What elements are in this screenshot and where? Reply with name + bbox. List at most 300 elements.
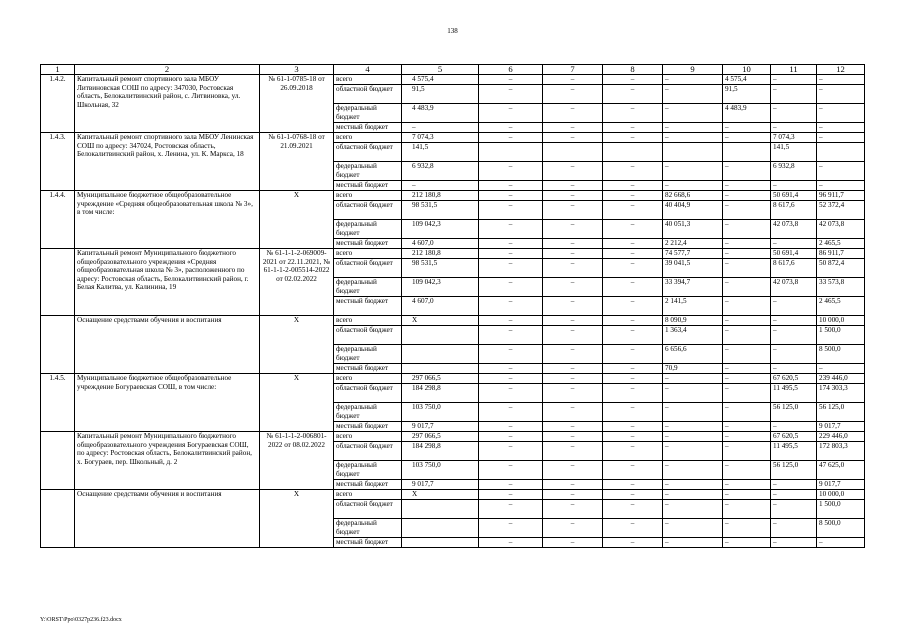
- amount-cell: –: [479, 220, 543, 239]
- amount-cell: –: [723, 538, 771, 548]
- amount-cell: –: [723, 384, 771, 403]
- item-number: [41, 490, 75, 548]
- table-row: [41, 75, 865, 85]
- amount-cell: –: [771, 326, 817, 345]
- funding-source: федеральный бюджет: [334, 162, 402, 181]
- amount-cell: 9 017,7: [817, 422, 865, 432]
- amount-cell: [402, 326, 479, 345]
- amount-cell: –: [723, 278, 771, 297]
- amount-cell: 8 617,6: [771, 201, 817, 220]
- item-name: Капитальный ремонт спортивного зала МБОУ Ленинская СОШ по адресу: 347024, Ростовская область, Белокалитвинский район, х. Ленина, ул. К. Маркса, 18: [75, 133, 260, 191]
- amount-cell: –: [479, 538, 543, 548]
- amount-cell: –: [663, 181, 723, 191]
- table-row: [41, 490, 865, 500]
- amount-cell: 91,5: [723, 85, 771, 104]
- funding-source: федеральный бюджет: [334, 345, 402, 364]
- amount-cell: [402, 345, 479, 364]
- amount-cell: –: [543, 297, 603, 316]
- amount-cell: 11 495,5: [771, 442, 817, 461]
- budget-table: [40, 64, 865, 548]
- item-number: 1.4.2.: [41, 75, 75, 133]
- amount-cell: –: [817, 123, 865, 133]
- amount-cell: –: [543, 181, 603, 191]
- amount-cell: –: [603, 326, 663, 345]
- amount-cell: [479, 143, 543, 162]
- funding-source: всего: [334, 75, 402, 85]
- funding-source: местный бюджет: [334, 123, 402, 133]
- amount-cell: –: [723, 432, 771, 442]
- amount-cell: –: [479, 297, 543, 316]
- amount-cell: 67 620,5: [771, 374, 817, 384]
- amount-cell: 2 212,4: [663, 239, 723, 249]
- amount-cell: –: [603, 133, 663, 143]
- amount-cell: –: [479, 500, 543, 519]
- amount-cell: 2 141,5: [663, 297, 723, 316]
- amount-cell: –: [663, 432, 723, 442]
- amount-cell: –: [479, 259, 543, 278]
- item-number: 1.4.3.: [41, 133, 75, 191]
- column-header: 12: [817, 65, 865, 75]
- amount-cell: –: [817, 104, 865, 123]
- amount-cell: [817, 143, 865, 162]
- item-name: Муниципальное бюджетное общеобразовательное учреждение «Средняя общеобразовательная школа № 3», в том числе:: [75, 191, 260, 249]
- table-row: [41, 374, 865, 384]
- document-file-path: Y:\ORST\Ppo\0327p236.f23.docx: [40, 617, 122, 623]
- budget-table-body: [41, 75, 865, 548]
- amount-cell: –: [543, 191, 603, 201]
- column-header: 11: [771, 65, 817, 75]
- amount-cell: 70,9: [663, 364, 723, 374]
- amount-cell: –: [603, 519, 663, 538]
- item-number: 1.4.5.: [41, 374, 75, 432]
- amount-cell: 40 404,9: [663, 201, 723, 220]
- column-header: 2: [75, 65, 260, 75]
- amount-cell: –: [543, 220, 603, 239]
- amount-cell: –: [543, 345, 603, 364]
- amount-cell: –: [771, 345, 817, 364]
- amount-cell: –: [479, 384, 543, 403]
- item-document: X: [260, 191, 334, 249]
- amount-cell: 229 446,0: [817, 432, 865, 442]
- item-number: [41, 316, 75, 374]
- amount-cell: 9 017,7: [402, 422, 479, 432]
- amount-cell: –: [723, 519, 771, 538]
- amount-cell: 33 394,7: [663, 278, 723, 297]
- amount-cell: –: [479, 364, 543, 374]
- amount-cell: –: [771, 85, 817, 104]
- amount-cell: –: [817, 85, 865, 104]
- amount-cell: 91,5: [402, 85, 479, 104]
- amount-cell: –: [663, 500, 723, 519]
- amount-cell: –: [479, 461, 543, 480]
- column-header: 1: [41, 65, 75, 75]
- amount-cell: –: [479, 345, 543, 364]
- amount-cell: 10 000,0: [817, 490, 865, 500]
- amount-cell: –: [603, 278, 663, 297]
- amount-cell: –: [817, 75, 865, 85]
- funding-source: областной бюджет: [334, 259, 402, 278]
- amount-cell: [402, 500, 479, 519]
- amount-cell: –: [543, 104, 603, 123]
- amount-cell: 67 620,5: [771, 432, 817, 442]
- amount-cell: –: [723, 345, 771, 364]
- amount-cell: –: [817, 162, 865, 181]
- amount-cell: –: [603, 490, 663, 500]
- item-number: [41, 432, 75, 490]
- amount-cell: –: [603, 384, 663, 403]
- amount-cell: –: [663, 538, 723, 548]
- amount-cell: –: [723, 239, 771, 249]
- item-document: № 61-1-0768-18 от 21.09.2021: [260, 133, 334, 191]
- amount-cell: 212 180,8: [402, 249, 479, 259]
- amount-cell: 50 691,4: [771, 191, 817, 201]
- column-header: 10: [723, 65, 771, 75]
- amount-cell: –: [543, 364, 603, 374]
- amount-cell: 8 500,0: [817, 345, 865, 364]
- amount-cell: –: [603, 104, 663, 123]
- amount-cell: –: [723, 123, 771, 133]
- amount-cell: –: [479, 133, 543, 143]
- amount-cell: –: [603, 220, 663, 239]
- amount-cell: 141,5: [402, 143, 479, 162]
- amount-cell: 9 017,7: [402, 480, 479, 490]
- amount-cell: –: [543, 403, 603, 422]
- funding-source: всего: [334, 133, 402, 143]
- amount-cell: 8 617,6: [771, 259, 817, 278]
- amount-cell: –: [603, 181, 663, 191]
- amount-cell: –: [479, 181, 543, 191]
- amount-cell: –: [603, 75, 663, 85]
- amount-cell: –: [771, 75, 817, 85]
- funding-source: всего: [334, 374, 402, 384]
- amount-cell: –: [479, 490, 543, 500]
- table-row: [41, 133, 865, 143]
- amount-cell: –: [771, 519, 817, 538]
- item-number: 1.4.4.: [41, 191, 75, 249]
- amount-cell: –: [723, 403, 771, 422]
- funding-source: федеральный бюджет: [334, 104, 402, 123]
- amount-cell: –: [543, 75, 603, 85]
- amount-cell: –: [663, 374, 723, 384]
- amount-cell: –: [723, 201, 771, 220]
- amount-cell: 4 575,4: [402, 75, 479, 85]
- amount-cell: –: [603, 345, 663, 364]
- table-row: [41, 191, 865, 201]
- amount-cell: –: [817, 181, 865, 191]
- amount-cell: 297 066,5: [402, 374, 479, 384]
- amount-cell: –: [479, 278, 543, 297]
- amount-cell: 239 446,0: [817, 374, 865, 384]
- funding-source: областной бюджет: [334, 143, 402, 162]
- amount-cell: –: [543, 490, 603, 500]
- amount-cell: –: [543, 461, 603, 480]
- amount-cell: 11 495,5: [771, 384, 817, 403]
- amount-cell: –: [771, 480, 817, 490]
- table-row: [41, 249, 865, 259]
- amount-cell: –: [603, 403, 663, 422]
- amount-cell: 4 483,9: [723, 104, 771, 123]
- amount-cell: –: [603, 364, 663, 374]
- amount-cell: 6 932,8: [402, 162, 479, 181]
- amount-cell: 172 803,3: [817, 442, 865, 461]
- funding-source: всего: [334, 316, 402, 326]
- amount-cell: X: [402, 490, 479, 500]
- funding-source: областной бюджет: [334, 326, 402, 345]
- amount-cell: 39 041,5: [663, 259, 723, 278]
- item-name: Муниципальное бюджетное общеобразовательное учреждение Богураевская СОШ, в том числе:: [75, 374, 260, 432]
- amount-cell: –: [723, 374, 771, 384]
- funding-source: всего: [334, 490, 402, 500]
- amount-cell: 4 483,9: [402, 104, 479, 123]
- funding-source: областной бюджет: [334, 384, 402, 403]
- amount-cell: –: [771, 490, 817, 500]
- item-document: X: [260, 316, 334, 374]
- amount-cell: –: [771, 538, 817, 548]
- amount-cell: 212 180,8: [402, 191, 479, 201]
- amount-cell: 1 500,0: [817, 326, 865, 345]
- funding-source: федеральный бюджет: [334, 403, 402, 422]
- table-row: [41, 432, 865, 442]
- amount-cell: –: [543, 249, 603, 259]
- amount-cell: 8 500,0: [817, 519, 865, 538]
- amount-cell: 52 372,4: [817, 201, 865, 220]
- amount-cell: –: [663, 519, 723, 538]
- amount-cell: –: [479, 432, 543, 442]
- amount-cell: –: [723, 220, 771, 239]
- amount-cell: –: [723, 480, 771, 490]
- amount-cell: 103 750,0: [402, 461, 479, 480]
- item-number: [41, 249, 75, 316]
- funding-source: федеральный бюджет: [334, 519, 402, 538]
- amount-cell: –: [663, 490, 723, 500]
- amount-cell: [402, 538, 479, 548]
- amount-cell: 297 066,5: [402, 432, 479, 442]
- amount-cell: –: [543, 239, 603, 249]
- amount-cell: –: [479, 123, 543, 133]
- amount-cell: 7 074,3: [771, 133, 817, 143]
- amount-cell: 2 465,5: [817, 239, 865, 249]
- amount-cell: –: [543, 519, 603, 538]
- amount-cell: –: [771, 316, 817, 326]
- amount-cell: –: [543, 85, 603, 104]
- amount-cell: –: [543, 374, 603, 384]
- funding-source: местный бюджет: [334, 538, 402, 548]
- amount-cell: –: [817, 538, 865, 548]
- amount-cell: 109 042,3: [402, 220, 479, 239]
- amount-cell: –: [771, 123, 817, 133]
- amount-cell: 42 073,8: [817, 220, 865, 239]
- column-header: 9: [663, 65, 723, 75]
- amount-cell: –: [771, 364, 817, 374]
- amount-cell: –: [479, 480, 543, 490]
- column-header: 6: [479, 65, 543, 75]
- amount-cell: 98 531,5: [402, 201, 479, 220]
- amount-cell: –: [479, 519, 543, 538]
- amount-cell: –: [663, 461, 723, 480]
- item-document: № 61-1-0785-18 от 26.09.2018: [260, 75, 334, 133]
- amount-cell: –: [543, 432, 603, 442]
- amount-cell: –: [543, 259, 603, 278]
- amount-cell: 6 932,8: [771, 162, 817, 181]
- amount-cell: –: [723, 249, 771, 259]
- column-header: 5: [402, 65, 479, 75]
- amount-cell: –: [543, 480, 603, 490]
- amount-cell: –: [479, 442, 543, 461]
- amount-cell: –: [543, 278, 603, 297]
- amount-cell: 1 500,0: [817, 500, 865, 519]
- amount-cell: –: [402, 181, 479, 191]
- amount-cell: 7 074,3: [402, 133, 479, 143]
- column-header: 3: [260, 65, 334, 75]
- item-document: № 61-1-1-2-069009-2021 от 22.11.2021, № 61-1-1-2-005514-2022 от 02.02.2022: [260, 249, 334, 316]
- funding-source: местный бюджет: [334, 364, 402, 374]
- item-document: № 61-1-1-2-006801-2022 от 08.02.2022: [260, 432, 334, 490]
- amount-cell: –: [663, 123, 723, 133]
- amount-cell: –: [543, 500, 603, 519]
- amount-cell: –: [817, 133, 865, 143]
- amount-cell: –: [603, 374, 663, 384]
- amount-cell: –: [723, 162, 771, 181]
- amount-cell: –: [723, 181, 771, 191]
- amount-cell: –: [479, 85, 543, 104]
- amount-cell: –: [402, 123, 479, 133]
- amount-cell: –: [479, 316, 543, 326]
- amount-cell: –: [603, 297, 663, 316]
- funding-source: федеральный бюджет: [334, 278, 402, 297]
- amount-cell: –: [663, 75, 723, 85]
- amount-cell: –: [723, 326, 771, 345]
- amount-cell: 40 051,3: [663, 220, 723, 239]
- item-name: Капитальный ремонт Муниципального бюджетного общеобразовательного учреждения «Средняя общеобразовательная школа № 3», расположенного по адресу: Ростовская область, Белокалитвинский район, г. Белая Калитва, ул. Калинина, 19: [75, 249, 260, 316]
- funding-source: федеральный бюджет: [334, 220, 402, 239]
- item-document: X: [260, 374, 334, 432]
- amount-cell: 109 042,3: [402, 278, 479, 297]
- amount-cell: –: [663, 85, 723, 104]
- amount-cell: –: [603, 239, 663, 249]
- funding-source: местный бюджет: [334, 480, 402, 490]
- funding-source: местный бюджет: [334, 181, 402, 191]
- amount-cell: –: [479, 403, 543, 422]
- amount-cell: –: [543, 442, 603, 461]
- amount-cell: –: [603, 201, 663, 220]
- amount-cell: –: [771, 181, 817, 191]
- amount-cell: 184 298,8: [402, 442, 479, 461]
- amount-cell: –: [543, 162, 603, 181]
- page-number: 138: [447, 27, 458, 35]
- amount-cell: –: [723, 191, 771, 201]
- amount-cell: –: [603, 442, 663, 461]
- amount-cell: –: [603, 191, 663, 201]
- amount-cell: –: [723, 461, 771, 480]
- amount-cell: –: [771, 500, 817, 519]
- item-name: Капитальный ремонт Муниципального бюджетного общеобразовательного учреждения Богураевская СОШ, по адресу: Ростовская область, Белокалитвинский район, х. Богураев, пер. Школьный, д. 2: [75, 432, 260, 490]
- amount-cell: –: [723, 297, 771, 316]
- funding-source: всего: [334, 249, 402, 259]
- amount-cell: –: [543, 133, 603, 143]
- amount-cell: –: [663, 403, 723, 422]
- amount-cell: 174 303,3: [817, 384, 865, 403]
- amount-cell: –: [603, 162, 663, 181]
- amount-cell: –: [723, 133, 771, 143]
- amount-cell: –: [479, 249, 543, 259]
- funding-source: местный бюджет: [334, 297, 402, 316]
- amount-cell: 6 656,6: [663, 345, 723, 364]
- column-number-row: [41, 65, 865, 75]
- amount-cell: 56 125,0: [771, 461, 817, 480]
- column-header: 4: [334, 65, 402, 75]
- funding-source: всего: [334, 432, 402, 442]
- amount-cell: 50 691,4: [771, 249, 817, 259]
- amount-cell: –: [603, 123, 663, 133]
- amount-cell: –: [543, 316, 603, 326]
- amount-cell: –: [723, 364, 771, 374]
- amount-cell: –: [723, 316, 771, 326]
- amount-cell: 42 073,8: [771, 220, 817, 239]
- amount-cell: –: [603, 249, 663, 259]
- amount-cell: –: [663, 133, 723, 143]
- amount-cell: [543, 143, 603, 162]
- amount-cell: –: [771, 104, 817, 123]
- amount-cell: –: [603, 538, 663, 548]
- item-document: X: [260, 490, 334, 548]
- amount-cell: 86 911,7: [817, 249, 865, 259]
- amount-cell: –: [663, 442, 723, 461]
- amount-cell: –: [663, 104, 723, 123]
- amount-cell: [603, 143, 663, 162]
- amount-cell: 10 000,0: [817, 316, 865, 326]
- amount-cell: –: [663, 422, 723, 432]
- amount-cell: –: [723, 500, 771, 519]
- amount-cell: 103 750,0: [402, 403, 479, 422]
- amount-cell: –: [479, 75, 543, 85]
- amount-cell: 74 577,7: [663, 249, 723, 259]
- amount-cell: –: [479, 326, 543, 345]
- amount-cell: X: [402, 316, 479, 326]
- amount-cell: –: [771, 239, 817, 249]
- amount-cell: –: [603, 85, 663, 104]
- amount-cell: –: [723, 442, 771, 461]
- amount-cell: –: [663, 162, 723, 181]
- amount-cell: 98 531,5: [402, 259, 479, 278]
- amount-cell: [663, 143, 723, 162]
- amount-cell: 4 607,0: [402, 297, 479, 316]
- funding-source: федеральный бюджет: [334, 461, 402, 480]
- amount-cell: 4 575,4: [723, 75, 771, 85]
- funding-source: местный бюджет: [334, 422, 402, 432]
- item-name: Оснащение средствами обучения и воспитания: [75, 316, 260, 374]
- amount-cell: –: [543, 201, 603, 220]
- amount-cell: –: [543, 384, 603, 403]
- funding-source: областной бюджет: [334, 442, 402, 461]
- amount-cell: [402, 364, 479, 374]
- amount-cell: –: [543, 123, 603, 133]
- funding-source: всего: [334, 191, 402, 201]
- amount-cell: [402, 519, 479, 538]
- amount-cell: 141,5: [771, 143, 817, 162]
- amount-cell: –: [603, 480, 663, 490]
- amount-cell: –: [603, 422, 663, 432]
- item-name: Капитальный ремонт спортивного зала МБОУ Литвиновская СОШ по адресу: 347030, Ростовская область, Белокалитвинский район, с. Литвиновка, ул. Школьная, 32: [75, 75, 260, 133]
- amount-cell: 42 073,8: [771, 278, 817, 297]
- amount-cell: –: [663, 384, 723, 403]
- amount-cell: –: [723, 422, 771, 432]
- amount-cell: 96 911,7: [817, 191, 865, 201]
- amount-cell: –: [603, 461, 663, 480]
- funding-source: местный бюджет: [334, 239, 402, 249]
- amount-cell: 8 090,9: [663, 316, 723, 326]
- amount-cell: 184 298,8: [402, 384, 479, 403]
- amount-cell: –: [603, 500, 663, 519]
